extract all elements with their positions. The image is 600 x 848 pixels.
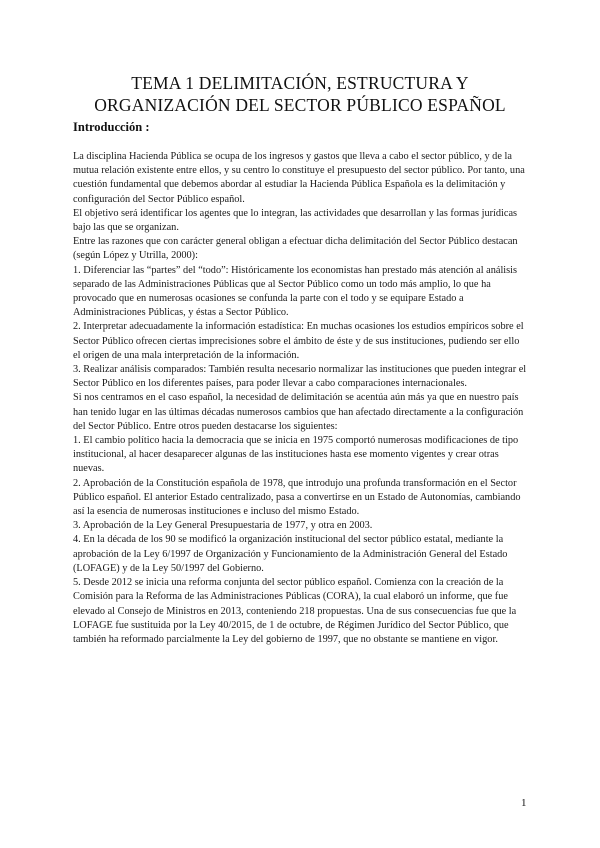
body-paragraph: El objetivo será identificar los agentes que lo integran, las actividades que desarrollan y las formas jurídicas bajo las que se organizan. (73, 207, 518, 234)
title-line-1: TEMA 1 DELIMITACIÓN, ESTRUCTURA Y (131, 73, 469, 93)
document-body (73, 150, 529, 647)
body-paragraph: La disciplina Hacienda Pública se ocupa de los ingresos y gastos que lleva a cabo el sector público, y de la mutua relación existente entre ellos, y su centro lo constituye el presupuesto del sector público. Por tanto, una cuestión fundamental que debemos abordar al estudiar la Hacienda Pública Española es la delimitación y configuración del Sector Público español. (73, 151, 525, 205)
body-paragraph: Entre las razones que con carácter general obligan a efectuar dicha delimitación del Sector Público destacan (según López y Utrilla, 2000): (73, 236, 518, 262)
body-paragraph: 2. Interpretar adecuadamente la información estadística: En muchas ocasiones los estudios empíricos sobre el Sector Público ofrecen ciertas imprecisiones sobre el ámbito de éste y de sus instituciones, pudiendo ser ello el origen de una mala interpretación de la información. (73, 321, 524, 361)
body-paragraph: 4. En la década de los 90 se modificó la organización institucional del sector público estatal, mediante la aprobación de la Ley 6/1997 de Organización y Funcionamiento de la Administración General del Estado (LOFAGE) y de la Ley 50/1997 del Gobierno. (73, 534, 508, 574)
body-paragraph: 1. Diferenciar las “partes” del “todo”: Históricamente los economistas han prestado más atención al análisis separado de las Administraciones Públicas que al Sector Público como un todo más amplio, lo que ha provocado que en numerosas ocasiones se confunda la parte con el todo y se equipare Estado a Administraciones Públicas, y éstas a Sector Público. (73, 264, 518, 319)
title-line-2: ORGANIZACIÓN DEL SECTOR PÚBLICO ESPAÑOL (94, 95, 506, 115)
body-paragraph: Si nos centramos en el caso español, la necesidad de delimitación se acentúa aún más ya que en nuestro país han tenido lugar en las últimas décadas numerosos cambios que han afectado directamente a la configuración del Sector Público. Entre otros pueden destacarse los siguientes: (73, 392, 524, 432)
page-number: 1 (521, 797, 527, 809)
document-title (60, 72, 540, 116)
body-paragraph: 3. Aprobación de la Ley General Presupuestaria de 1977, y otra en 2003. (73, 520, 373, 532)
section-heading-introduccion: Introducción : (73, 120, 150, 134)
body-paragraph: 5. Desde 2012 se inicia una reforma conjunta del sector público español. Comienza con la creación de la Comisión para la Reforma de las Administraciones Públicas (CORA), la cual elaboró un informe, que fue elevado al Consejo de Ministros en 2013, conteniendo 218 propuestas. Una de sus consecuencias fue que la LOFAGE fue sustituida por la Ley 40/2015, de 1 de octubre, de Régimen Jurídico del Sector Público, que también ha reformado parcialmente la Ley del gobierno de 1997, que no obstante se mantiene en vigor. (73, 577, 517, 645)
body-paragraph: 3. Realizar análisis comparados: También resulta necesario normalizar las instituciones que pueden integrar el Sector Público en los diferentes países, para poder llevar a cabo comparaciones internacionales. (73, 364, 527, 390)
body-paragraph: 1. El cambio político hacia la democracia que se inicia en 1975 comportó numerosas modificaciones de tipo institucional, al hacer desaparecer algunas de las instituciones hasta ese momento vigentes y crear otras nuevas. (73, 435, 519, 475)
body-paragraph: 2. Aprobación de la Constitución española de 1978, que introdujo una profunda transformación en el Sector Público español. El anterior Estado centralizado, pasa a convertirse en un Estado de Autonomías, cambiando así la esencia de numerosas instituciones e incluso del mismo Estado. (73, 477, 521, 518)
